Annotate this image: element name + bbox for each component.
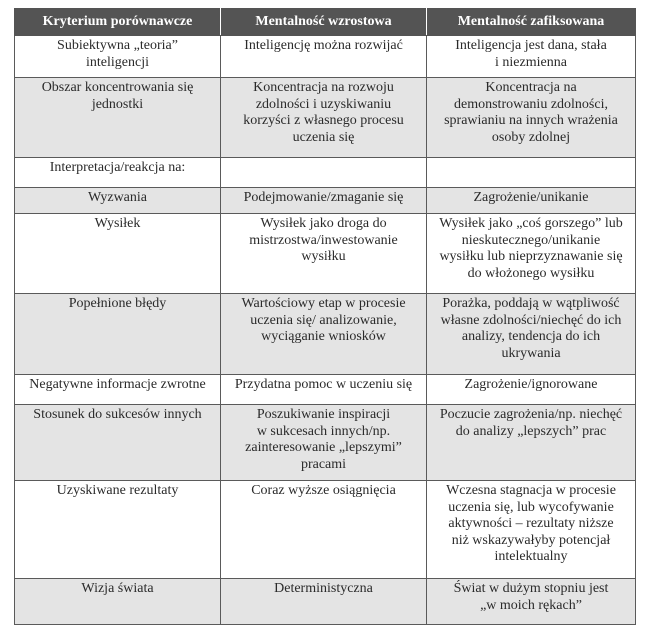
fixed-mindset-cell bbox=[427, 78, 636, 158]
cell-text-line: zdolności i uzyskiwaniu bbox=[255, 96, 392, 112]
cell-text-line: Porażka, poddają w wątpliwość bbox=[442, 296, 620, 311]
cell-text-line: Uzyskiwane rezultaty bbox=[56, 483, 179, 498]
cell-text-line: Koncentracja na bbox=[485, 80, 577, 95]
cell-text-line: Wartościowy etap w procesie bbox=[241, 296, 406, 311]
cell-text-line: intelektualny bbox=[494, 549, 568, 564]
cell-text-line: pracami bbox=[300, 456, 347, 472]
table-row bbox=[15, 188, 636, 214]
table-row bbox=[15, 481, 636, 579]
cell-text-line: analizy, tendencja do ich bbox=[461, 329, 601, 344]
fixed-mindset-cell bbox=[427, 188, 636, 214]
cell-text-line: Inteligencja jest dana, stała bbox=[455, 38, 607, 53]
cell-text-line: Wyzwania bbox=[87, 190, 147, 205]
comparison-table-container bbox=[14, 8, 635, 625]
table-row bbox=[15, 158, 636, 188]
cell-text-line: mistrzostwa/inwestowanie bbox=[249, 232, 398, 248]
cell-text-line: własne zdolności/niechęć do ich bbox=[440, 312, 622, 328]
cell-text-line: aktywności – rezultaty niższe bbox=[448, 516, 614, 531]
table-row bbox=[15, 579, 636, 625]
cell-text-line: Świat w dużym stopniu jest bbox=[453, 581, 609, 596]
criterion-cell bbox=[15, 214, 221, 294]
cell-text-line: uczenia się bbox=[292, 129, 355, 145]
cell-text-line: wysiłku bbox=[301, 249, 346, 264]
cell-text-line: Inteligencję można rozwijać bbox=[244, 38, 403, 53]
fixed-mindset-cell bbox=[427, 405, 636, 481]
table-row bbox=[15, 405, 636, 481]
table-row bbox=[15, 78, 636, 158]
fixed-mindset-cell bbox=[427, 579, 636, 625]
cell-text-line: Poczucie zagrożenia/np. niechęć bbox=[439, 407, 623, 422]
criterion-cell bbox=[15, 36, 221, 78]
cell-text-line: „w moich rękach” bbox=[480, 597, 582, 613]
growth-mindset-cell bbox=[221, 481, 427, 579]
growth-mindset-cell bbox=[221, 294, 427, 375]
cell-text-line: Wizja świata bbox=[81, 581, 154, 596]
cell-text-line: Popełnione błędy bbox=[68, 296, 167, 311]
growth-mindset-cell bbox=[221, 188, 427, 214]
cell-text-line: Negatywne informacje zwrotne bbox=[29, 377, 206, 392]
cell-text-line: Interpretacja/reakcja na: bbox=[49, 160, 186, 175]
growth-mindset-cell bbox=[221, 375, 427, 405]
cell-text-line: Wczesna stagnacja w procesie bbox=[446, 483, 616, 498]
cell-text-line: Wysiłek jako droga do bbox=[260, 216, 387, 231]
criterion-cell bbox=[15, 375, 221, 405]
cell-text-line: Wysiłek jako „coś gorszego” lub bbox=[439, 216, 623, 231]
header-fixed-mindset: Mentalność zafiksowana bbox=[427, 9, 636, 36]
cell-text-line: uczenia się, lub wycofywanie bbox=[448, 499, 614, 515]
table-row bbox=[15, 294, 636, 375]
table-row bbox=[15, 375, 636, 405]
fixed-mindset-cell bbox=[427, 36, 636, 78]
cell-text-line: korzyści z własnego procesu bbox=[243, 113, 404, 128]
cell-text-line: Poszukiwanie inspiracji bbox=[256, 407, 391, 422]
growth-mindset-cell bbox=[221, 405, 427, 481]
cell-text-line: zainteresowanie „lepszymi” bbox=[245, 440, 402, 455]
criterion-cell bbox=[15, 294, 221, 375]
cell-text-line: ukrywania bbox=[501, 345, 561, 361]
cell-text-line: Koncentracja na rozwoju bbox=[253, 80, 394, 95]
cell-text-line: demonstrowaniu zdolności, bbox=[454, 96, 608, 112]
header-criterion: Kryterium porównawcze bbox=[15, 9, 221, 36]
table-row bbox=[15, 214, 636, 294]
fixed-mindset-cell bbox=[427, 158, 636, 188]
criterion-cell bbox=[15, 579, 221, 625]
fixed-mindset-cell bbox=[427, 375, 636, 405]
criterion-cell bbox=[15, 481, 221, 579]
cell-text-line: Subiektywna „teoria” bbox=[57, 38, 178, 53]
cell-text-line: Podejmowanie/zmaganie się bbox=[243, 190, 404, 205]
cell-text-line: i niezmienna bbox=[495, 54, 567, 70]
mindset-comparison-table bbox=[14, 8, 636, 625]
table-header-row bbox=[15, 9, 636, 36]
cell-text-line: Stosunek do sukcesów innych bbox=[33, 407, 202, 422]
cell-text-line: sprawianiu na innych wrażenia bbox=[444, 113, 618, 128]
cell-text-line: Coraz wyższe osiągnięcia bbox=[251, 483, 396, 498]
growth-mindset-cell bbox=[221, 214, 427, 294]
cell-text-line: do analizy „lepszych” prac bbox=[455, 423, 607, 439]
page-top-edge bbox=[14, 0, 635, 8]
cell-text-line: do włożonego wysiłku bbox=[467, 265, 595, 281]
cell-text-line: w sukcesach innych/np. bbox=[256, 423, 391, 439]
cell-text-line: Przydatna pomoc w uczeniu się bbox=[234, 377, 413, 392]
growth-mindset-cell bbox=[221, 158, 427, 188]
cell-text-line: jednostki bbox=[91, 96, 144, 112]
cell-text-line: osoby zdolnej bbox=[491, 129, 571, 145]
growth-mindset-cell bbox=[221, 36, 427, 78]
cell-text-line: Zagrożenie/ignorowane bbox=[464, 377, 598, 392]
cell-text-line: niż wskazywałyby potencjał bbox=[451, 532, 611, 548]
criterion-cell bbox=[15, 158, 221, 188]
cell-text-line: wysiłku lub nieprzyznawanie się bbox=[439, 249, 623, 264]
growth-mindset-cell bbox=[221, 78, 427, 158]
cell-text-line: Obszar koncentrowania się bbox=[41, 80, 194, 95]
cell-text-line: Zagrożenie/unikanie bbox=[473, 190, 589, 205]
table-row bbox=[15, 36, 636, 78]
cell-text-line: inteligencji bbox=[86, 54, 149, 70]
cell-text-line: nieskutecznego/unikanie bbox=[461, 232, 601, 248]
header-growth-mindset: Mentalność wzrostowa bbox=[221, 9, 427, 36]
cell-text-line: wyciąganie wniosków bbox=[261, 329, 386, 344]
fixed-mindset-cell bbox=[427, 214, 636, 294]
growth-mindset-cell bbox=[221, 579, 427, 625]
cell-text-line: uczenia się/ analizowanie, bbox=[250, 312, 397, 328]
fixed-mindset-cell bbox=[427, 481, 636, 579]
criterion-cell bbox=[15, 188, 221, 214]
criterion-cell bbox=[15, 78, 221, 158]
criterion-cell bbox=[15, 405, 221, 481]
cell-text-line: Deterministyczna bbox=[274, 581, 373, 596]
cell-text-line: Wysiłek bbox=[94, 216, 141, 231]
fixed-mindset-cell bbox=[427, 294, 636, 375]
